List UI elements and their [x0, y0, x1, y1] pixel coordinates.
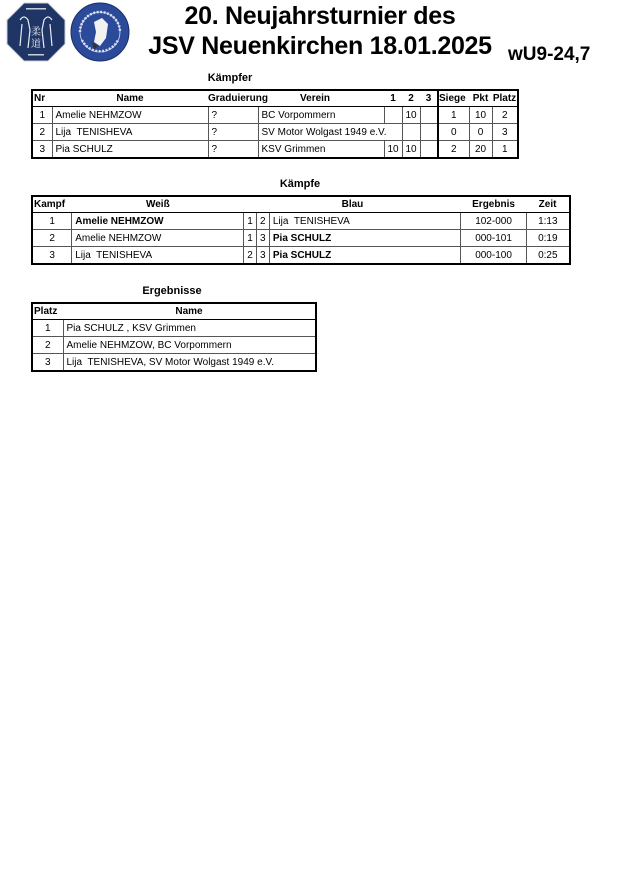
kaempfe-title: Kämpfe: [279, 178, 321, 190]
ergebnisse-title: Ergebnisse: [142, 285, 202, 297]
kaempfer-title: Kämpfer: [207, 72, 253, 84]
cell-kampf: 3: [32, 247, 72, 265]
col-name: Name: [63, 303, 316, 320]
table-row: [32, 141, 518, 159]
cell-platz: 2: [492, 107, 518, 124]
cell-platz: 3: [32, 354, 63, 372]
kaempfe-table: [31, 195, 571, 265]
svg-text:道: 道: [31, 39, 41, 50]
cell-siege: 2: [438, 141, 469, 159]
cell-k3: [420, 124, 438, 141]
col-blau: Blau: [244, 196, 461, 213]
cell-name: Amelie NEHMZOW: [52, 107, 208, 124]
cell-blau: Lija TENISHEVA: [269, 213, 461, 230]
cell-name: Lija TENISHEVA, SV Motor Wolgast 1949 e.V.: [63, 354, 316, 372]
cell-kampf: 2: [32, 230, 72, 247]
col-nr: Nr: [32, 90, 52, 107]
judo-club-logo: [6, 2, 66, 62]
col-verein: Verein: [300, 93, 331, 104]
cell-pkt: 0: [469, 124, 492, 141]
cell-verein: KSV Grimmen: [258, 141, 384, 159]
cell-k2: 10: [402, 141, 420, 159]
cell-zeit: 0:19: [526, 230, 570, 247]
page-title-line2: JSV Neuenkirchen 18.01.2025: [148, 32, 492, 60]
kaempfer-table: [31, 89, 519, 159]
col-platz: Platz: [492, 90, 518, 107]
cell-platz: 2: [32, 337, 63, 354]
judosportverein-neuenkirchen-logo: [70, 2, 130, 62]
cell-name: Lija TENISHEVA: [52, 124, 208, 141]
table-row: [32, 354, 316, 372]
col-siege: Siege: [438, 90, 469, 107]
kaempfer-header-row: [32, 90, 518, 107]
col-2: 2: [402, 90, 420, 107]
cell-k1: [384, 107, 402, 124]
table-row: [32, 337, 316, 354]
table-row: [32, 247, 570, 265]
cell-name: Pia SCHULZ , KSV Grimmen: [63, 320, 316, 337]
ergebnisse-table: [31, 302, 317, 372]
col-zeit: Zeit: [526, 196, 570, 213]
cell-weiss: Amelie NEHMZOW: [72, 230, 244, 247]
cell-platz: 3: [492, 124, 518, 141]
cell-pkt: 20: [469, 141, 492, 159]
weight-category: wU9-24,7: [508, 44, 591, 65]
cell-k3: [420, 107, 438, 124]
cell-kampf: 1: [32, 213, 72, 230]
cell-graduierung: ?: [208, 141, 258, 159]
col-platz: Platz: [32, 303, 63, 320]
cell-verein: BC Vorpommern: [258, 107, 384, 124]
cell-pkt: 10: [469, 107, 492, 124]
cell-graduierung: ?: [208, 107, 258, 124]
col-graduierung-verein: [208, 90, 384, 107]
col-ergebnis: Ergebnis: [461, 196, 526, 213]
col-1: 1: [384, 90, 402, 107]
cell-platz: 1: [32, 320, 63, 337]
cell-weiss: Lija TENISHEVA: [72, 247, 244, 265]
cell-nr-weiss: 1: [244, 213, 256, 230]
cell-nr-weiss: 1: [244, 230, 256, 247]
col-kampf: Kampf: [32, 196, 72, 213]
cell-siege: 1: [438, 107, 469, 124]
col-pkt: Pkt: [469, 90, 492, 107]
cell-k2: [402, 124, 420, 141]
cell-weiss: Amelie NEHMZOW: [72, 213, 244, 230]
cell-k3: [420, 141, 438, 159]
col-weiss: Weiß: [72, 196, 244, 213]
cell-name: Pia SCHULZ: [52, 141, 208, 159]
table-row: [32, 107, 518, 124]
cell-nr-blau: 3: [256, 247, 269, 265]
cell-zeit: 0:25: [526, 247, 570, 265]
cell-blau: Pia SCHULZ: [269, 230, 461, 247]
cell-nr: 3: [32, 141, 52, 159]
cell-ergebnis: 000-101: [461, 230, 526, 247]
cell-k1: 10: [384, 141, 402, 159]
table-row: [32, 124, 518, 141]
page-title-line1: 20. Neujahrsturnier des: [184, 2, 456, 30]
cell-blau: Pia SCHULZ: [269, 247, 461, 265]
col-name: Name: [52, 90, 208, 107]
cell-name: Amelie NEHMZOW, BC Vorpommern: [63, 337, 316, 354]
svg-text:柔: 柔: [31, 27, 41, 38]
table-row: [32, 213, 570, 230]
cell-ergebnis: 102-000: [461, 213, 526, 230]
col-graduierung: Graduierung: [208, 93, 269, 104]
col-3: 3: [420, 90, 438, 107]
cell-nr-blau: 3: [256, 230, 269, 247]
cell-nr: 2: [32, 124, 52, 141]
cell-k2: 10: [402, 107, 420, 124]
cell-platz: 1: [492, 141, 518, 159]
table-row: [32, 230, 570, 247]
table-row: [32, 320, 316, 337]
cell-graduierung: ?: [208, 124, 258, 141]
cell-nr: 1: [32, 107, 52, 124]
cell-verein: SV Motor Wolgast 1949 e.V.: [258, 124, 402, 141]
cell-siege: 0: [438, 124, 469, 141]
cell-nr-weiss: 2: [244, 247, 256, 265]
cell-ergebnis: 000-100: [461, 247, 526, 265]
cell-nr-blau: 2: [256, 213, 269, 230]
ergebnisse-header-row: [32, 303, 316, 320]
cell-zeit: 1:13: [526, 213, 570, 230]
kaempfe-header-row: [32, 196, 570, 213]
